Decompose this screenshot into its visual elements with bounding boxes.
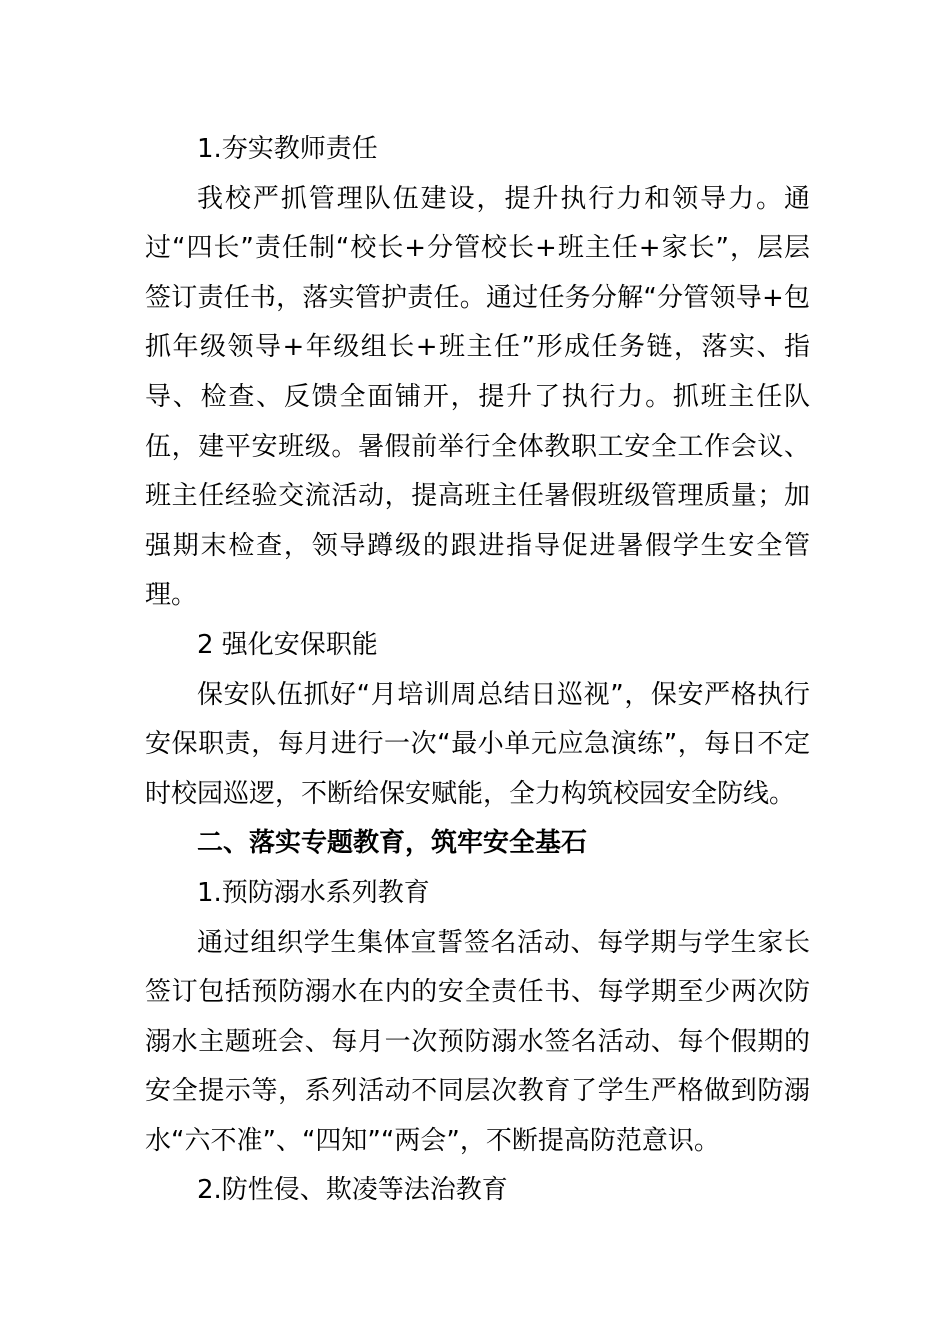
subheading-security-function: 2 强化安保职能	[197, 629, 378, 660]
subheading-drowning-prevention: 1.预防溺水系列教育	[197, 877, 430, 908]
document-body	[145, 125, 810, 1216]
paragraph-teacher-responsibility: 我校严抓管理队伍建设，提升执行力和领导力。通过“四长”责任制“校长+分管校长+班主任+家长”，层层签订责任书，落实管护责任。通过任务分解“分管领导+包抓年级领导+年级组长+班主任”形成任务链，落实、指导、检查、反馈全面铺开，提升了执行力。抓班主任队伍，建平安班级。暑假前举行全体教职工安全工作会议、班主任经验交流活动，提高班主任暑假班级管理质量；加强期末检查，领导蹲级的跟进指导促进暑假学生安全管理。	[145, 183, 810, 611]
paragraph-drowning-prevention: 通过组织学生集体宣誓签名活动、每学期与学生家长签订包括预防溺水在内的安全责任书、每学期至少两次防溺水主题班会、每月一次预防溺水签名活动、每个假期的安全提示等，系列活动不同层次教育了学生严格做到防溺水“六不准”、“四知”“两会”，不断提高防范意识。	[145, 927, 810, 1156]
subheading-teacher-responsibility: 1.夯实教师责任	[197, 134, 378, 164]
subheading-legal-education: 2.防性侵、欺凌等法治教育	[197, 1175, 508, 1206]
section-heading-special-education: 二、落实专题教育，筑牢安全基石	[197, 828, 588, 859]
paragraph-security-function: 保安队伍抓好“月培训周总结日巡视”，保安严格执行安保职责，每月进行一次“最小单元应急演练”，每日不定时校园巡逻，不断给保安赋能，全力构筑校园安全防线。	[145, 679, 810, 809]
